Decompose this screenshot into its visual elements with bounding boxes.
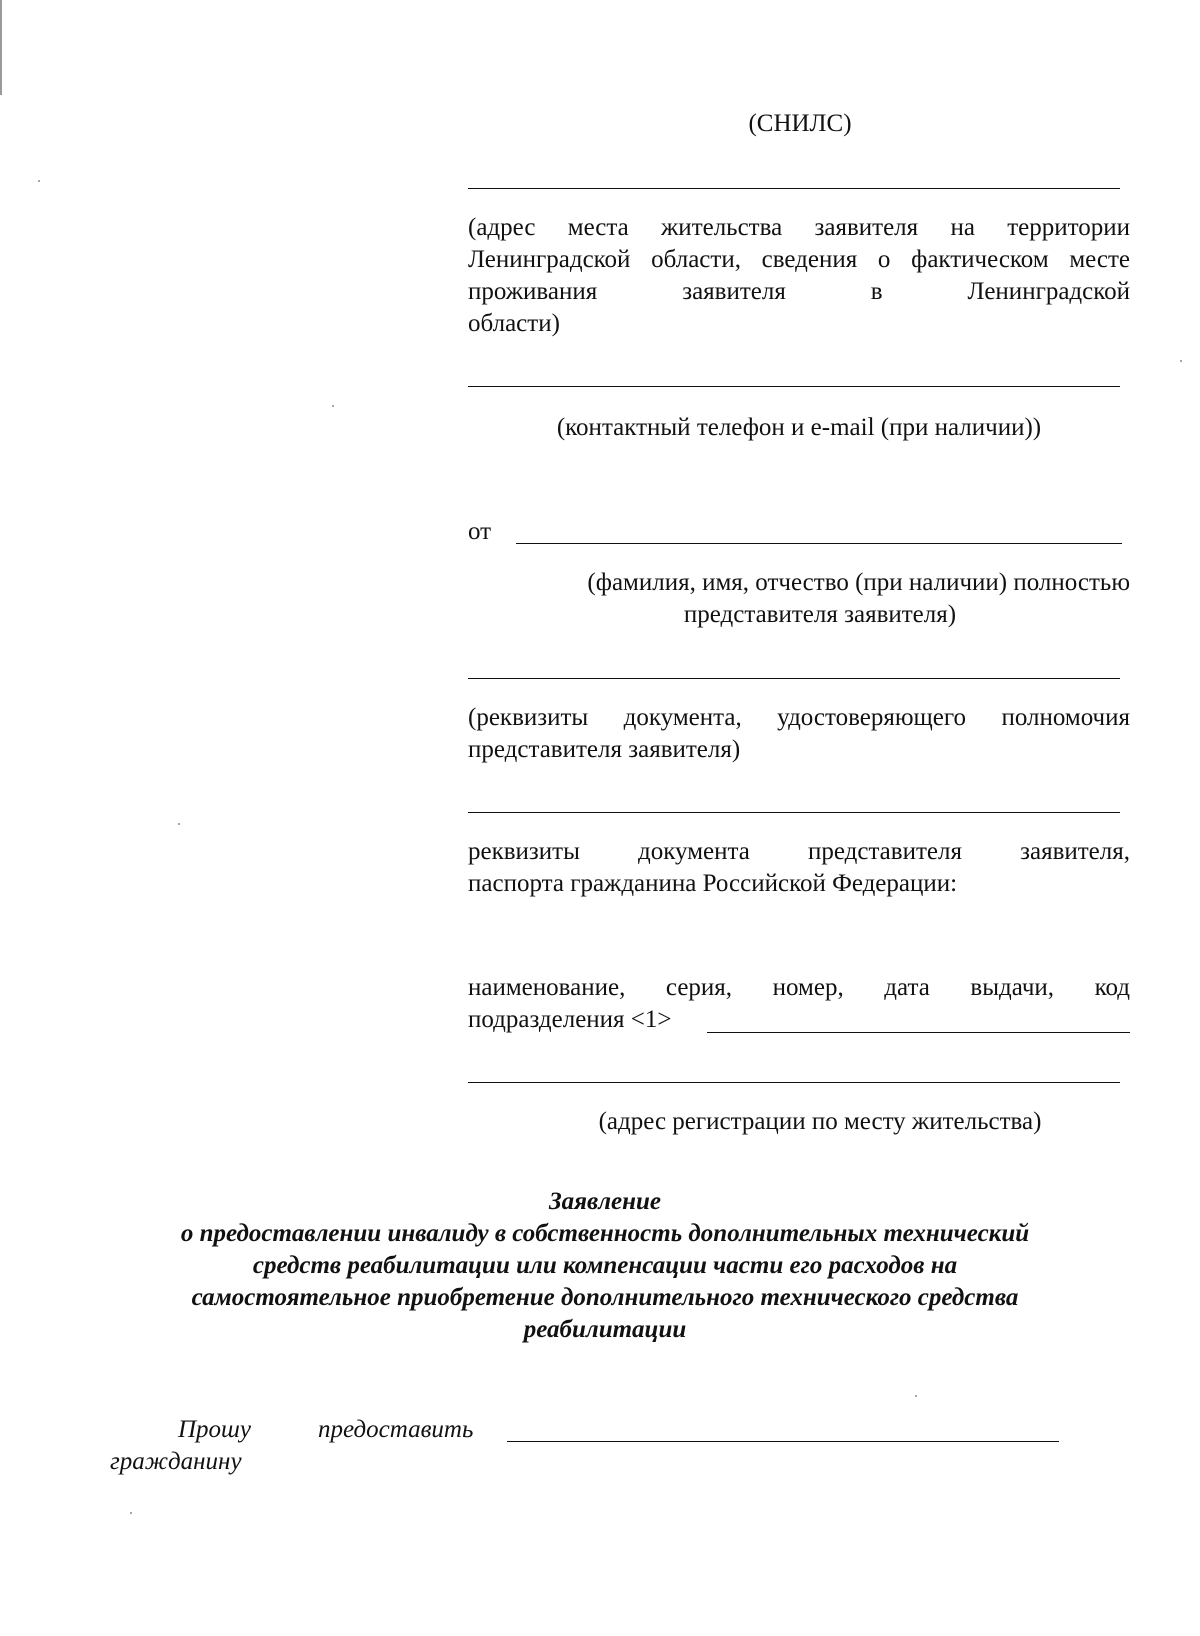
application-title-line4: реабилитации <box>523 1316 687 1343</box>
request-word-provide: предоставить <box>318 1416 474 1443</box>
request-word-please: Прошу <box>178 1416 252 1443</box>
scan-speck <box>178 823 180 825</box>
application-title-line2: средств реабилитации или компенсации части его расходов на <box>252 1252 958 1279</box>
representative-fill-line[interactable] <box>516 543 1122 544</box>
address-fill-line[interactable] <box>468 188 1120 189</box>
passport-fields-line2: подразделения <1> <box>468 1006 672 1033</box>
from-label: от <box>468 518 492 545</box>
address-caption <box>468 212 1130 340</box>
passport-extra-fill-line[interactable] <box>468 1082 1120 1083</box>
scan-speck <box>38 180 40 182</box>
passport-fields-line1: наименование, серия, номер, дата выдачи, код <box>468 974 1130 1001</box>
application-title-heading: Заявление <box>548 1188 662 1215</box>
rep-doc-caption-line1: реквизиты документа представителя заявителя, <box>468 838 1130 865</box>
authority-doc-caption-line1: (реквизиты документа, удостоверяющего полномочия <box>468 704 1130 731</box>
authority-doc-caption-line2: представителя заявителя) <box>468 736 741 763</box>
scan-speck <box>1180 360 1182 362</box>
snils-caption: (СНИЛС) <box>748 110 852 137</box>
rep-doc-fill-line[interactable] <box>468 812 1120 813</box>
request-word-citizen: гражданину <box>110 1448 242 1475</box>
representative-caption-line2: представителя заявителя) <box>683 601 957 628</box>
passport-fill-line[interactable] <box>707 1032 1130 1033</box>
scan-speck <box>915 1395 917 1397</box>
address-caption-last: области) <box>468 310 560 337</box>
representative-caption-line1: (фамилия, имя, отчество (при наличии) полностью <box>587 569 1130 596</box>
application-title-line3: самостоятельное приобретение дополнительного технического средства <box>191 1284 1019 1311</box>
scan-speck <box>130 1512 132 1514</box>
scan-speck <box>332 405 334 407</box>
address-caption-body: (адрес места жительства заявителя на территории Ленинградской области, сведения о фактическом месте проживания заявителя в Ленинградской <box>468 214 1130 305</box>
request-fill-line[interactable] <box>507 1441 1059 1442</box>
scan-page-edge <box>0 0 2 95</box>
phone-caption: (контактный телефон и e-mail (при наличии)) <box>556 414 1042 441</box>
rep-doc-caption-line2: паспорта гражданина Российской Федерации: <box>468 870 958 897</box>
phone-fill-line[interactable] <box>468 386 1120 387</box>
registration-caption: (адрес регистрации по месту жительства) <box>598 1108 1042 1135</box>
authority-doc-fill-line[interactable] <box>468 678 1120 679</box>
application-title-line1: о предоставлении инвалиду в собственность дополнительных технический <box>180 1220 1030 1247</box>
